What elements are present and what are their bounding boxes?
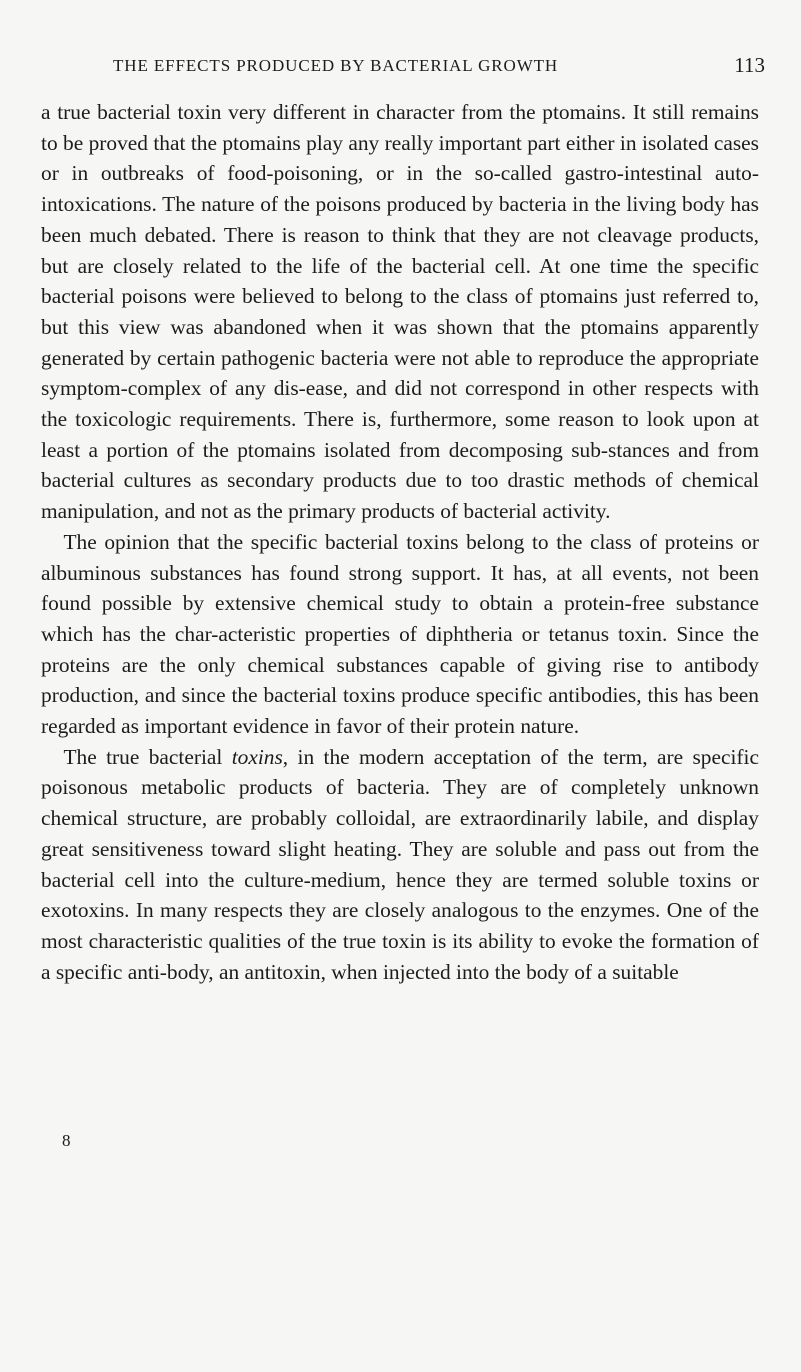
- body-text: [41, 97, 759, 987]
- paragraph-3-text-after: , in the modern acceptation of the term, are specific poisonous metabolic products of bacteria. They are of completely unknown chemical structure, are probably colloidal, are extraordinarily labile, and display great sensitiveness toward slight heating. They are soluble and pass out from the bacterial cell into the culture-medium, hence they are termed soluble toxins or exotoxins. In many respects they are closely analogous to the enzymes. One of the most characteristic qualities of the true toxin is its ability to evoke the formation of a specific anti-body, an antitoxin, when injected into the body of a suitable: [41, 744, 759, 984]
- paragraph-2-text: The opinion that the specific bacterial toxins belong to the class of proteins or albuminous substances has found strong support. It has, at all events, not been found possible by extensive chemical study to obtain a protein-free substance which has the char-acteristic properties of diphtheria or tetanus toxin. Since the proteins are the only chemical substances capable of giving rise to antibody production, and since the bacterial toxins produce specific antibodies, this has been regarded as important evidence in favor of their protein nature.: [41, 529, 759, 739]
- paragraph-3-text-before: The true bacterial: [63, 744, 232, 769]
- running-head: THE EFFECTS PRODUCED BY BACTERIAL GROWTH: [113, 56, 559, 75]
- paragraph-2: [41, 527, 759, 742]
- page-number: 113: [734, 53, 765, 77]
- paragraph-3-emphasis: toxins: [231, 744, 283, 769]
- signature-mark: 8: [62, 1131, 71, 1150]
- paragraph-3: [41, 742, 759, 988]
- paragraph-1: [41, 97, 759, 527]
- paragraph-1-text: a true bacterial toxin very different in character from the ptomains. It still remains to be proved that the ptomains play any really important part either in isolated cases or in outbreaks of food-poisoning, or in the so-called gastro-intestinal auto-intoxications. The nature of the poisons produced by bacteria in the living body has been much debated. There is reason to think that they are not cleavage products, but are closely related to the life of the bacterial cell. At one time the specific bacterial poisons were believed to belong to the class of ptomains just referred to, but this view was abandoned when it was shown that the ptomains apparently generated by certain pathogenic bacteria were not able to reproduce the appropriate symptom-complex of any dis-ease, and did not correspond in other respects with the toxicologic requirements. There is, furthermore, some reason to look upon at least a portion of the ptomains isolated from decomposing sub-stances and from bacterial cultures as secondary products due to too drastic methods of chemical manipulation, and not as the primary products of bacterial activity.: [41, 100, 759, 524]
